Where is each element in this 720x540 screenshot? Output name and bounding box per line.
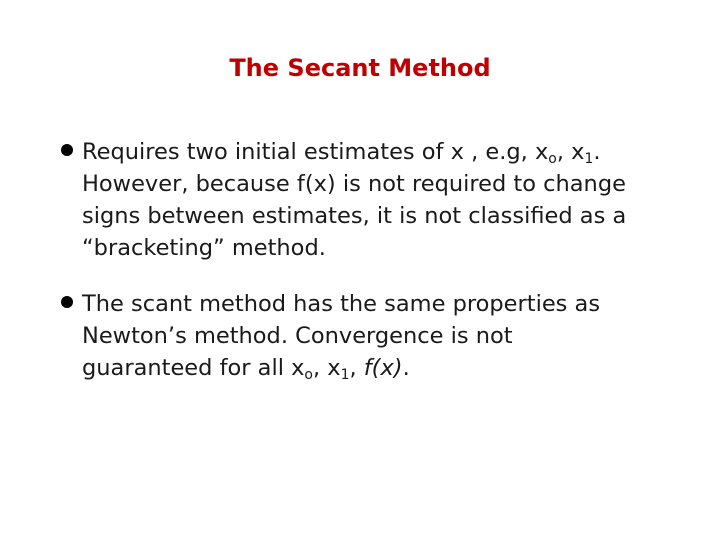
bullet-list — [58, 136, 698, 408]
bullet-line: “bracketing” method. — [82, 235, 326, 261]
subscript: o — [304, 367, 313, 384]
bullet-line: The scant method has the same properties as — [82, 291, 601, 317]
bullet-item-initial-estimates — [58, 136, 698, 264]
bullet-text: . — [402, 355, 410, 381]
subscript: 1 — [340, 367, 350, 384]
bullet-line: However, because f(x) is not required to change — [82, 171, 626, 197]
bullet-text: Requires two initial estimates of x , e.g, x — [82, 139, 549, 165]
function-fx: f(x) — [363, 355, 403, 381]
bullet-text: , x — [556, 139, 585, 165]
bullet-text: . — [593, 139, 601, 165]
bullet-dot-icon — [61, 296, 73, 308]
bullet-dot-icon — [61, 144, 73, 156]
bullet-text: , — [349, 355, 364, 381]
bullet-line — [82, 136, 698, 168]
bullet-text: , x — [312, 355, 341, 381]
bullet-line: Newton’s method. Convergence is not — [82, 323, 513, 349]
bullet-text: guaranteed for all x — [82, 355, 305, 381]
slide-title: The Secant Method — [229, 54, 491, 82]
bullet-item-properties — [58, 288, 698, 384]
bullet-line — [82, 352, 698, 384]
bullet-line: signs between estimates, it is not classified as a — [82, 203, 627, 229]
subscript: 1 — [584, 151, 594, 168]
subscript: o — [548, 151, 557, 168]
